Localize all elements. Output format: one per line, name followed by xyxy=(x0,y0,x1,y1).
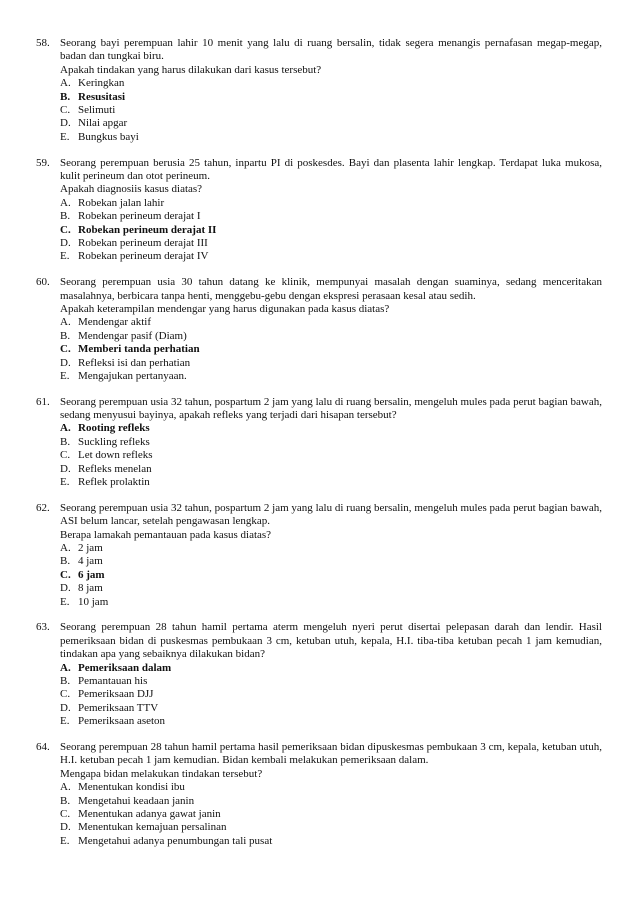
option-letter: C. xyxy=(60,449,71,462)
answer-option xyxy=(60,330,602,343)
question-list xyxy=(36,37,602,848)
answer-option xyxy=(60,715,602,728)
question-prompt: Mengapa bidan melakukan tindakan tersebut? xyxy=(60,767,263,780)
answer-option-correct xyxy=(60,662,602,675)
question-number: 59. xyxy=(36,156,50,169)
option-letter: C. xyxy=(60,104,71,117)
answer-option xyxy=(60,117,602,130)
option-letter: E. xyxy=(60,476,70,489)
answer-option xyxy=(60,250,602,263)
option-list xyxy=(60,542,602,609)
question-row xyxy=(36,276,602,383)
option-text: Selimuti xyxy=(78,104,116,117)
answer-option-correct xyxy=(60,343,602,356)
question-row xyxy=(36,741,602,848)
option-text: Keringkan xyxy=(78,77,125,90)
option-text: Rooting refleks xyxy=(78,422,150,435)
question-stem: Seorang perempuan 28 tahun hamil pertama hasil pemeriksaan bidan dipuskesmas pembukaan 3 cm, kepala, ketuban utuh, H.I. ketuban pecah 1 jam kemudian. Bidan kembali melakukan pemeriksaan dalam. xyxy=(60,740,602,767)
question-item xyxy=(36,621,602,728)
option-letter: B. xyxy=(60,329,71,342)
question-row xyxy=(36,502,602,609)
option-text: 6 jam xyxy=(78,568,105,581)
question-stem: Seorang perempuan usia 32 tahun, pospartum 2 jam yang lalu di ruang bersalin, mengeluh mules pada perut bagian bawah, sedang menyusui bayinya, apakah refleks yang terjadi dari hisapan tersebut? xyxy=(60,395,602,422)
answer-option xyxy=(60,476,602,489)
question-row xyxy=(36,37,602,144)
option-letter: D. xyxy=(60,356,71,369)
option-letter: D. xyxy=(60,117,71,130)
question-number: 60. xyxy=(36,276,50,289)
option-text: Nilai apgar xyxy=(78,117,128,130)
question-prompt: Apakah tindakan yang harus dilakukan dari kasus tersebut? xyxy=(60,63,322,76)
option-text: 4 jam xyxy=(78,555,103,568)
option-letter: D. xyxy=(60,582,71,595)
option-letter: E. xyxy=(60,715,70,728)
answer-option xyxy=(60,781,602,794)
answer-option xyxy=(60,77,602,90)
option-text: Pemeriksaan DJJ xyxy=(78,688,154,701)
option-letter: D. xyxy=(60,821,71,834)
answer-option xyxy=(60,675,602,688)
question-body xyxy=(60,502,602,609)
option-text: Menentukan kondisi ibu xyxy=(78,781,185,794)
option-letter: E. xyxy=(60,250,70,263)
question-item xyxy=(36,157,602,264)
answer-option xyxy=(60,210,602,223)
option-letter: B. xyxy=(60,435,71,448)
answer-option-correct xyxy=(60,569,602,582)
question-number: 63. xyxy=(36,621,50,634)
option-letter: B. xyxy=(60,210,71,223)
option-letter: A. xyxy=(60,77,71,90)
option-text: Pemantauan his xyxy=(78,674,148,687)
question-body xyxy=(60,741,602,848)
question-item xyxy=(36,37,602,144)
question-stem: Seorang perempuan usia 32 tahun, pospartum 2 jam yang lalu di ruang bersalin, mengeluh mules pada perut bagian bawah, ASI belum lancar, setelah pengawasan lengkap. xyxy=(60,501,602,528)
option-text: 8 jam xyxy=(78,582,103,595)
option-text: Menentukan adanya gawat janin xyxy=(78,807,221,820)
question-stem: Seorang perempuan usia 30 tahun datang ke klinik, mempunyai masalah dengan suaminya, sedang menceritakan masalahnya, berbicara tanpa henti, menggebu-gebu dengan ekspresi perasaan kesal atau sedih. xyxy=(60,276,602,302)
option-list xyxy=(60,316,602,383)
answer-option xyxy=(60,808,602,821)
option-letter: C. xyxy=(60,343,71,356)
option-letter: C. xyxy=(60,568,71,581)
option-text: Pemeriksaan TTV xyxy=(78,701,159,714)
option-text: Mengetahui keadaan janin xyxy=(78,794,195,807)
option-text: Robekan jalan lahir xyxy=(78,196,165,209)
answer-option xyxy=(60,370,602,383)
option-text: Mengetahui adanya penumbungan tali pusat xyxy=(78,834,273,847)
answer-option xyxy=(60,316,602,329)
option-text: Refleks menelan xyxy=(78,462,152,475)
option-text: Mengajukan pertanyaan. xyxy=(78,369,187,382)
option-letter: A. xyxy=(60,196,71,209)
question-body xyxy=(60,396,602,490)
answer-option xyxy=(60,237,602,250)
option-letter: B. xyxy=(60,674,71,687)
option-list xyxy=(60,77,602,144)
question-stem: Seorang perempuan berusia 25 tahun, inpartu PI di poskesdes. Bayi dan plasenta lahir lengkap. Terdapat luka mukosa, kulit perineum dan otot perineum. xyxy=(60,156,602,182)
option-text: Robekan perineum derajat II xyxy=(78,223,217,236)
option-text: Reflek prolaktin xyxy=(78,476,150,489)
answer-option xyxy=(60,555,602,568)
option-text: Resusitasi xyxy=(78,90,126,103)
answer-option-correct xyxy=(60,91,602,104)
answer-option xyxy=(60,197,602,210)
option-letter: B. xyxy=(60,794,71,807)
answer-option xyxy=(60,357,602,370)
option-text: Suckling refleks xyxy=(78,435,150,448)
question-number: 64. xyxy=(36,740,50,753)
option-letter: C. xyxy=(60,688,71,701)
option-letter: C. xyxy=(60,807,71,820)
question-body xyxy=(60,621,602,728)
question-number: 62. xyxy=(36,501,50,514)
option-list xyxy=(60,422,602,489)
answer-option xyxy=(60,702,602,715)
option-text: Memberi tanda perhatian xyxy=(78,343,200,356)
question-item xyxy=(36,741,602,848)
option-text: Robekan perineum derajat III xyxy=(78,236,208,249)
question-prompt: Apakah diagnosiis kasus diatas? xyxy=(60,183,203,196)
answer-option xyxy=(60,131,602,144)
option-list xyxy=(60,662,602,729)
option-letter: A. xyxy=(60,781,71,794)
option-text: Robekan perineum derajat I xyxy=(78,210,201,223)
option-text: Mendengar pasif (Diam) xyxy=(78,329,187,342)
option-letter: D. xyxy=(60,462,71,475)
option-letter: A. xyxy=(60,422,71,435)
question-number: 61. xyxy=(36,395,50,408)
option-list xyxy=(60,197,602,264)
option-text: 2 jam xyxy=(78,542,103,554)
answer-option-correct xyxy=(60,224,602,237)
answer-option xyxy=(60,688,602,701)
option-list xyxy=(60,781,602,848)
option-text: Menentukan kemajuan persalinan xyxy=(78,821,227,834)
option-letter: C. xyxy=(60,223,71,236)
option-letter: A. xyxy=(60,316,71,329)
question-item xyxy=(36,502,602,609)
answer-option xyxy=(60,596,602,609)
option-letter: A. xyxy=(60,661,71,674)
option-letter: E. xyxy=(60,369,70,382)
question-body xyxy=(60,37,602,144)
answer-option-correct xyxy=(60,422,602,435)
option-text: Bungkus bayi xyxy=(78,130,139,143)
answer-option xyxy=(60,821,602,834)
option-text: Mendengar aktif xyxy=(78,316,151,329)
question-body xyxy=(60,157,602,264)
question-row xyxy=(36,621,602,728)
option-text: Robekan perineum derajat IV xyxy=(78,250,209,263)
option-text: Let down refleks xyxy=(78,449,153,462)
question-item xyxy=(36,276,602,383)
question-row xyxy=(36,396,602,490)
option-letter: B. xyxy=(60,90,71,103)
option-text: Pemeriksaan dalam xyxy=(78,661,172,674)
option-text: 10 jam xyxy=(78,595,109,608)
question-stem: Seorang bayi perempuan lahir 10 menit yang lalu di ruang bersalin, tidak segera menangis pernafasan megap-megap, badan dan tungkai biru. xyxy=(60,37,602,63)
option-letter: E. xyxy=(60,834,70,847)
answer-option xyxy=(60,463,602,476)
answer-option xyxy=(60,795,602,808)
option-letter: B. xyxy=(60,555,71,568)
answer-option xyxy=(60,436,602,449)
answer-option xyxy=(60,835,602,848)
option-letter: D. xyxy=(60,236,71,249)
answer-option xyxy=(60,449,602,462)
question-row xyxy=(36,157,602,264)
option-letter: E. xyxy=(60,595,70,608)
answer-option xyxy=(60,582,602,595)
question-prompt: Apakah keterampilan mendengar yang harus digunakan pada kasus diatas? xyxy=(60,302,390,315)
option-letter: A. xyxy=(60,542,71,554)
answer-option xyxy=(60,104,602,117)
question-prompt: Berapa lamakah pemantauan pada kasus diatas? xyxy=(60,528,272,541)
option-text: Refleksi isi dan perhatian xyxy=(78,356,191,369)
question-stem: Seorang perempuan 28 tahun hamil pertama aterm mengeluh nyeri perut disertai pelepasan darah dan lendir. Hasil pemeriksaan bidan di puskesmas pembukaan 3 cm, ketuban utuh, kepala, H.I. tiba-tiba ketuban pecah 1 jam kemudian, tindakan apa yang sebaiknya dilakukan bidan? xyxy=(60,621,602,661)
answer-option xyxy=(60,542,602,555)
question-body xyxy=(60,276,602,383)
option-letter: E. xyxy=(60,130,70,143)
question-item xyxy=(36,396,602,490)
option-text: Pemeriksaan aseton xyxy=(78,715,166,728)
question-number: 58. xyxy=(36,37,50,49)
option-letter: D. xyxy=(60,701,71,714)
